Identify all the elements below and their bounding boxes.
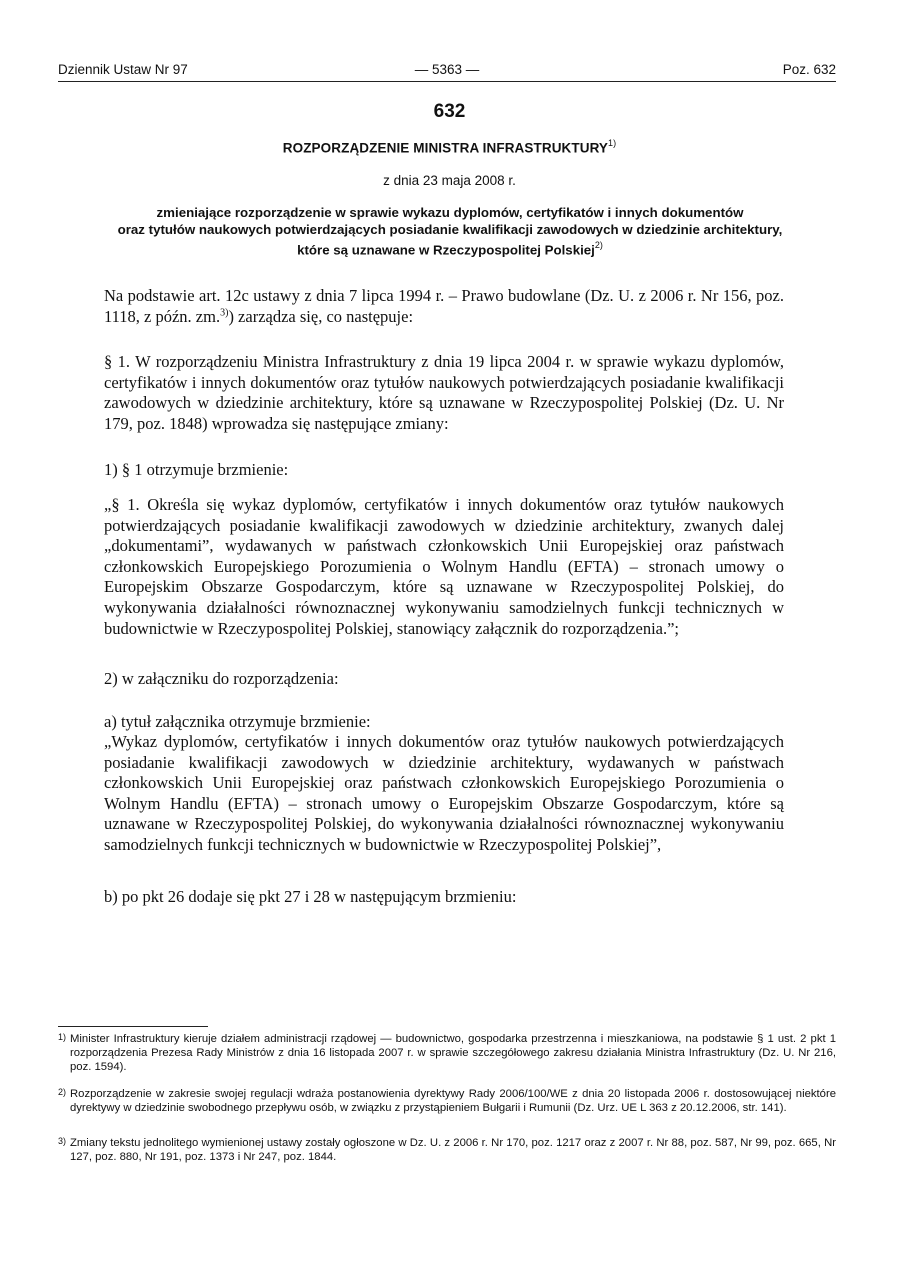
subject-line-3-text: które są uznawane w Rzeczypospolitej Polskiej — [297, 242, 595, 258]
item-2b: b) po pkt 26 dodaje się pkt 27 i 28 w następującym brzmieniu: — [104, 887, 517, 906]
footnote-3-mark: 3) — [58, 1136, 67, 1146]
item-2: 2) w załączniku do rozporządzenia: — [104, 669, 339, 688]
act-subject — [40, 205, 860, 259]
item-2a: a) tytuł załącznika otrzymuje brzmienie: — [104, 712, 371, 731]
footnote-1-text: Minister Infrastruktury kieruje działem administracji rządowej — budownictwo, gospodarka przestrzenna i mieszkaniowa, na podstawie § 1 ust. 2 pkt 1 rozporządzenia Prezesa Rady Ministrów z dnia 16 listopada 2007 r. w sprawie szczegółowego zakresu działania Ministra Infrastruktury (Dz. U. Nr 216, poz. 1594). — [70, 1033, 836, 1073]
preamble-end: ) zarządza się, co następuje: — [228, 306, 414, 326]
act-title — [0, 139, 899, 156]
item-2a-quote: „Wykaz dyplomów, certyfikatów i innych dokumentów oraz tytułów naukowych potwierdzających posiadanie kwalifikacji zawodowych w dziedzinie architektury, wydawanych w państwach członkowskich Unii Europejskiej oraz państwach członkowskich Europejskiego Porozumienia o Wolnym Handlu (EFTA) – stronach umowy o Europejskim Obszarze Gospodarczym, które są uznawane w Rzeczypospolitej Polskiej, do wykonywania działalności równoznacznej wykonywaniu samodzielnych funkcji technicznych w budownictwie w Rzeczypospolitej Polskiej”, — [104, 732, 784, 854]
footnote-ref-3: 3) — [220, 307, 229, 319]
page-number: — 5363 — — [414, 62, 480, 77]
journal-name: Dziennik Ustaw Nr 97 — [58, 62, 188, 77]
footnote-divider — [58, 1026, 208, 1027]
subject-line-1: zmieniające rozporządzenie w sprawie wykazu dyplomów, certyfikatów i innych dokumentów — [156, 205, 744, 220]
footnote-2 — [58, 1087, 836, 1115]
footnote-1-mark: 1) — [58, 1032, 67, 1042]
item-1: 1) § 1 otrzymuje brzmienie: — [104, 460, 289, 479]
footnote-ref-1: 1) — [608, 138, 617, 148]
act-number: 632 — [433, 101, 466, 122]
subject-line-2: oraz tytułów naukowych potwierdzających posiadanie kwalifikacji zawodowych w dziedzinie architektury, — [117, 221, 783, 237]
act-title-text: ROZPORZĄDZENIE MINISTRA INFRASTRUKTURY — [282, 140, 609, 156]
act-date: z dnia 23 maja 2008 r. — [383, 173, 516, 188]
item-1-quote: „§ 1. Określa się wykaz dyplomów, certyfikatów i innych dokumentów oraz tytułów naukowych potwierdzających posiadanie kwalifikacji zawodowych w dziedzinie architektury, zwanych dalej „dokumentami”, wydawanych w państwach członkowskich Unii Europejskiej oraz państwach członkowskich Europejskiego Porozumienia o Wolnym Handlu (EFTA) – stronach umowy o Europejskim Obszarze Gospodarczym, które są uznawane w Rzeczypospolitej Polskiej, do wykonywania działalności równoznacznej wykonywaniu samodzielnych funkcji technicznych w budownictwie w Rzeczypospolitej Polskiej, stanowiący załącznik do rozporządzenia.”; — [104, 495, 784, 638]
footnote-3-text: Zmiany tekstu jednolitego wymienionej ustawy zostały ogłoszone w Dz. U. z 2006 r. Nr 170, poz. 1217 oraz z 2007 r. Nr 88, poz. 587, Nr 99, poz. 665, Nr 127, poz. 880, Nr 191, poz. 1373 i Nr 247, poz. 1844. — [70, 1137, 836, 1163]
running-header — [58, 62, 836, 82]
footnote-1 — [58, 1032, 836, 1074]
footnote-ref-2: 2) — [594, 240, 603, 250]
preamble — [104, 286, 784, 327]
position-number: Poz. 632 — [782, 62, 836, 77]
footnote-3 — [58, 1136, 836, 1164]
preamble-text: Na podstawie art. 12c ustawy z dnia 7 lipca 1994 r. – Prawo budowlane (Dz. U. z 2006 r. Nr 156, poz. 1118, z późn. zm. — [104, 286, 784, 326]
paragraph-1: § 1. W rozporządzeniu Ministra Infrastruktury z dnia 19 lipca 2004 r. w sprawie wykazu dyplomów, certyfikatów i innych dokumentów oraz tytułów naukowych potwierdzających posiadanie kwalifikacji zawodowych w dziedzinie architektury, które są uznawane w Rzeczypospolitej Polskiej (Dz. U. Nr 179, poz. 1848) wprowadza się następujące zmiany: — [104, 352, 784, 433]
footnote-2-mark: 2) — [58, 1087, 67, 1097]
footnote-2-text: Rozporządzenie w zakresie swojej regulacji wdraża postanowienia dyrektywy Rady 2006/100/WE z dnia 20 listopada 2006 r. dostosowującej niektóre dyrektywy w dziedzinie swobodnego przepływu osób, w związku z przystąpieniem Bułgarii i Rumunii (Dz. Urz. UE L 363 z 20.12.2006, str. 141). — [70, 1088, 836, 1114]
subject-line-3 — [40, 238, 860, 259]
